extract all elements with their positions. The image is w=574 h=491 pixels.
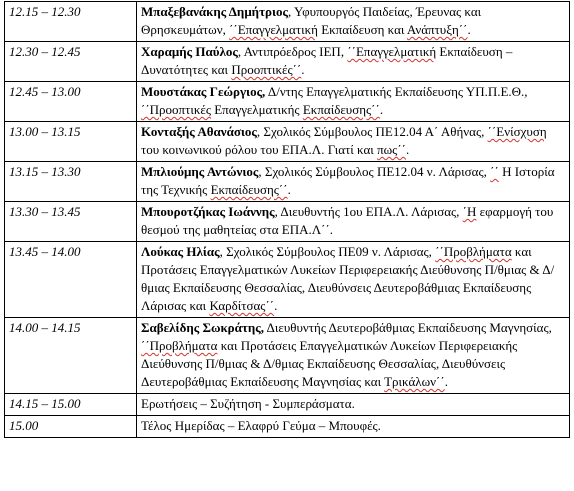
time-slot: 15.00 — [5, 416, 137, 438]
time-slot: 12.45 – 13.00 — [5, 82, 137, 122]
speaker-name: Μπουροτζήκας Ιωάννης — [141, 204, 275, 219]
schedule-row — [5, 42, 570, 82]
description-text: , Σχολικός Σύμβουλος ΠΕ12.04 ν. Λάρισας, — [258, 164, 491, 179]
schedule-row — [5, 416, 570, 438]
spellcheck-flagged-text: ΄΄Επαγγελματική — [347, 44, 437, 59]
speaker-name: Μπλιούμης Αντώνιος — [141, 164, 259, 179]
spellcheck-flagged-text: Προοπτικές΄΄ — [231, 62, 302, 77]
session-description — [137, 394, 570, 416]
session-description — [137, 162, 570, 202]
description-text: και Προτάσεις Επαγγελματικών Λυκείων Περιφερειακής Διεύθυνσης Π/θμιας & Δ/θμιας Εκπαίδευσης Θεσσαλίας, Διευθύνσεις Δευτεροβάθμιας Εκπαίδευσης Μαγνησίας και — [141, 338, 518, 389]
description-text: . — [467, 22, 471, 37]
spellcheck-flagged-text: ΄΄ — [490, 164, 499, 179]
description-text: Δ/ντης Επαγγελματικής Εκπαίδευσης ΥΠ.Π.Ε.Θ., — [265, 84, 528, 99]
time-slot: 13.45 – 14.00 — [5, 242, 137, 318]
description-text: Ερωτήσεις – Συζήτηση - Συμπεράσματα. — [141, 396, 355, 411]
description-text: και Προτάσεις Επαγγελματικών Λυκείων Περιφερειακής Διεύθυνσης Π/θμιας & Δ/θμιας Εκπαίδευσης Θεσσαλίας, Διευθύνσεις Δευτεροβάθμιας Εκπαίδευσης Λάρισας και — [141, 244, 555, 313]
schedule-row — [5, 2, 570, 42]
schedule-row — [5, 318, 570, 394]
session-description — [137, 318, 570, 394]
session-description — [137, 2, 570, 42]
session-description — [137, 122, 570, 162]
description-text: . — [379, 102, 384, 117]
session-description — [137, 82, 570, 122]
description-text: Τέλος Ημερίδας – Ελαφρύ Γεύμα – Μπουφές. — [141, 418, 381, 433]
spellcheck-flagged-text: Τρικάλων΄΄ — [384, 374, 445, 389]
time-slot: 12.30 – 12.45 — [5, 42, 137, 82]
spellcheck-flagged-text: Ανάπτυξη΄΄ — [406, 22, 468, 37]
description-text: Επαγγελματικής — [210, 102, 303, 117]
speaker-name: Σαβελίδης Σωκράτης, — [141, 320, 264, 335]
schedule-row — [5, 202, 570, 242]
description-text: , Αντιπρόεδρος ΙΕΠ, — [237, 44, 348, 59]
schedule-row — [5, 82, 570, 122]
speaker-name: Μουστάκας Γεώργιος, — [141, 84, 266, 99]
description-text: . — [301, 62, 305, 77]
spellcheck-flagged-text: ΄΄Προβλήματα — [435, 244, 512, 259]
schedule-table — [4, 1, 570, 438]
spellcheck-flagged-text: Εκπαίδευσης΄΄ — [302, 102, 380, 117]
description-text: , Διευθυντής 1ου ΕΠΑ.Λ. Λάρισας, — [274, 204, 463, 219]
spellcheck-flagged-text: Καρδίτσας΄΄ — [209, 298, 275, 313]
description-text: Η Ιστορία της Τεχνικής — [141, 164, 555, 197]
description-text: Εκπαίδευση και — [317, 22, 407, 37]
schedule-body — [5, 2, 570, 438]
time-slot: 12.15 – 12.30 — [5, 2, 137, 42]
schedule-row — [5, 394, 570, 416]
time-slot: 13.15 – 13.30 — [5, 162, 137, 202]
spellcheck-flagged-text: ΄΄Προοπτικές — [141, 102, 211, 117]
description-text: . — [287, 182, 291, 197]
description-text: του κοινωνικού ρόλου του ΕΠΑ.Λ. Γιατί και — [141, 142, 378, 157]
speaker-name: Κονταξής Αθανάσιος — [141, 124, 257, 139]
description-text: εφαρμογή του θεσμού της μαθητείας στα ΕΠΑ.Λ΄΄. — [141, 204, 554, 237]
schedule-row — [5, 242, 570, 318]
schedule-row — [5, 122, 570, 162]
document-page — [4, 1, 570, 438]
spellcheck-flagged-text: πως΄΄ — [377, 142, 406, 157]
description-text: , Σχολικός Σύμβουλος ΠΕ12.04 Α΄ Αθήνας, — [256, 124, 488, 139]
session-description — [137, 416, 570, 438]
speaker-name: Μπαξεβανάκης Δημήτριος — [141, 4, 289, 19]
description-text: Διευθυντής Δευτεροβάθμιας Εκπαίδευσης Μαγνησίας, — [263, 320, 552, 335]
spellcheck-flagged-text: ΄Η — [462, 204, 477, 219]
description-text: . — [274, 298, 278, 313]
time-slot: 14.00 – 14.15 — [5, 318, 137, 394]
description-text: . — [444, 374, 448, 389]
spellcheck-flagged-text: ΄΄Προβλήματα — [141, 338, 218, 353]
time-slot: 13.30 – 13.45 — [5, 202, 137, 242]
description-text: , Σχολικός Σύμβουλος ΠΕ09 ν. Λάρισας, — [219, 244, 436, 259]
session-description — [137, 42, 570, 82]
spellcheck-flagged-text: ΄΄Επαγγελματική — [229, 22, 318, 37]
speaker-name: Χαραμής Παύλος — [141, 44, 238, 59]
description-text: Εκπαίδευση – Δυνατότητες και — [141, 44, 513, 77]
time-slot: 13.00 – 13.15 — [5, 122, 137, 162]
spellcheck-flagged-text: ΄΄Ενίσχυση — [487, 124, 547, 139]
description-text: . — [406, 142, 410, 157]
session-description — [137, 242, 570, 318]
session-description — [137, 202, 570, 242]
time-slot: 14.15 – 15.00 — [5, 394, 137, 416]
speaker-name: Λούκας Ηλίας — [141, 244, 220, 259]
spellcheck-flagged-text: Εκπαίδευσης΄΄ — [210, 182, 288, 197]
description-text: , Υφυπουργός Παιδείας, Έρευνας και Θρησκευμάτων, — [141, 4, 482, 37]
schedule-row — [5, 162, 570, 202]
